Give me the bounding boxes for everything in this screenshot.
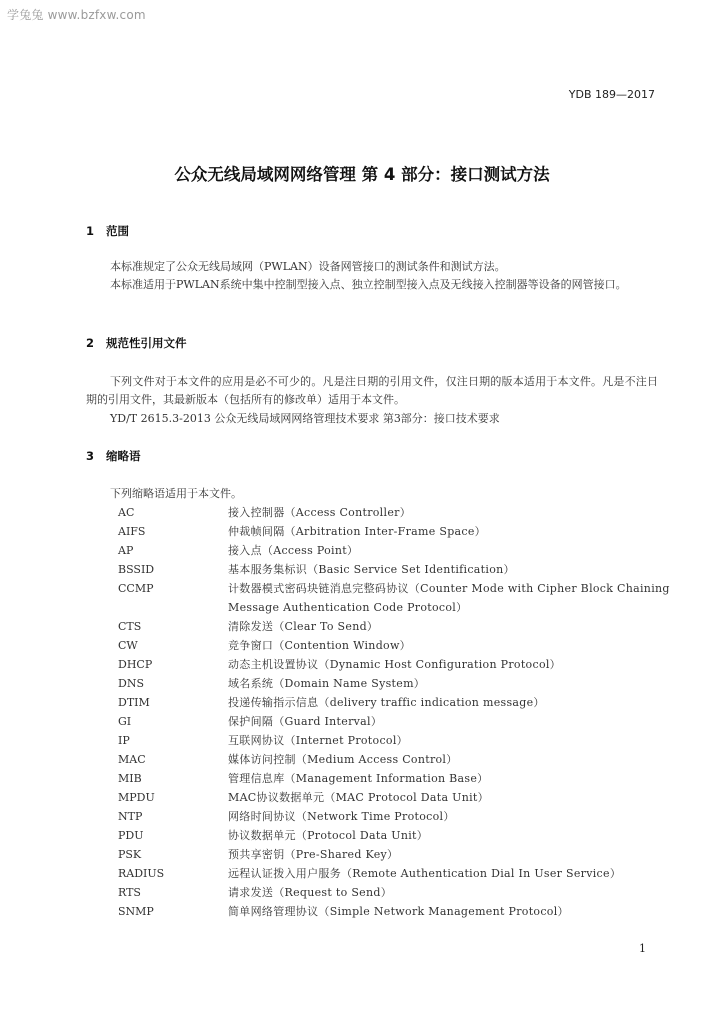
section-number: 1 <box>86 224 95 238</box>
abbreviation-row <box>118 560 678 579</box>
abbreviation-term: AIFS <box>118 525 146 538</box>
abbreviation-term: DHCP <box>118 658 153 671</box>
abbreviation-term: MAC <box>118 753 146 766</box>
standard-number: YDB 189—2017 <box>568 88 655 101</box>
abbreviation-definition: 仲裁帧间隔（Arbitration Inter-Frame Space） <box>228 525 486 538</box>
abbreviation-term: CTS <box>118 620 142 633</box>
abbreviation-row <box>118 750 678 769</box>
abbreviation-row <box>118 788 678 807</box>
abbreviation-row <box>118 693 678 712</box>
section-number: 2 <box>86 336 95 350</box>
abbreviation-row <box>118 636 678 655</box>
abbreviation-row <box>118 845 678 864</box>
abbreviation-definition: 网络时间协议（Network Time Protocol） <box>228 810 455 823</box>
abbreviation-term: RADIUS <box>118 867 165 880</box>
abbreviation-definition: 接入点（Access Point） <box>228 544 359 557</box>
abbreviation-definition: 域名系统（Domain Name System） <box>228 677 426 690</box>
abbreviation-term: DTIM <box>118 696 150 709</box>
abbreviation-row <box>118 541 678 560</box>
abbreviation-row <box>118 712 678 731</box>
abbreviation-term: AC <box>118 506 135 519</box>
abbreviation-row <box>118 503 678 522</box>
abbreviation-term: PDU <box>118 829 144 842</box>
abbreviation-term: GI <box>118 715 132 728</box>
scope-paragraph-2: 本标准适用于PWLAN系统中集中控制型接入点、独立控制型接入点及无线接入控制器等设备的网管接口。 <box>110 278 627 291</box>
abbreviation-definition: 投递传输指示信息（delivery traffic indication message） <box>228 696 545 709</box>
abbreviation-term: IP <box>118 734 130 747</box>
abbreviation-definition: MAC协议数据单元（MAC Protocol Data Unit） <box>228 791 489 804</box>
abbreviation-row <box>118 864 678 883</box>
abbreviation-definition: 保护间隔（Guard Interval） <box>228 715 383 728</box>
abbreviation-term: SNMP <box>118 905 154 918</box>
abbreviation-row <box>118 807 678 826</box>
section-heading-abbreviations <box>86 448 141 464</box>
abbreviation-term: RTS <box>118 886 141 899</box>
abbreviation-definition: 接入控制器（Access Controller） <box>228 506 411 519</box>
abbreviation-term: AP <box>118 544 134 557</box>
abbreviation-row <box>118 617 678 636</box>
abbreviation-definition: 媒体访问控制（Medium Access Control） <box>228 753 458 766</box>
abbreviation-definition: 计数器模式密码块链消息完整码协议（Counter Mode with Cipher Block Chaining Message Authentication Code Protocol） <box>228 582 670 614</box>
page-number: 1 <box>639 942 646 955</box>
references-paragraph: 下列文件对于本文件的应用是必不可少的。凡是注日期的引用文件，仅注日期的版本适用于本文件。凡是不注日期的引用文件，其最新版本（包括所有的修改单）适用于本文件。 <box>86 375 658 406</box>
abbreviation-row <box>118 655 678 674</box>
abbreviation-row <box>118 674 678 693</box>
abbreviation-term: NTP <box>118 810 143 823</box>
abbreviation-row <box>118 826 678 845</box>
section-number: 3 <box>86 449 95 463</box>
abbreviation-definition: 竞争窗口（Contention Window） <box>228 639 411 652</box>
abbreviation-row <box>118 731 678 750</box>
abbreviation-definition: 协议数据单元（Protocol Data Unit） <box>228 829 429 842</box>
scope-paragraph-1: 本标准规定了公众无线局域网（PWLAN）设备网管接口的测试条件和测试方法。 <box>110 260 506 273</box>
section-title: 范围 <box>106 224 129 238</box>
abbreviation-definition: 管理信息库（Management Information Base） <box>228 772 489 785</box>
abbreviation-definition: 请求发送（Request to Send） <box>228 886 392 899</box>
abbreviation-definition: 清除发送（Clear To Send） <box>228 620 379 633</box>
reference-document: YD/T 2615.3-2013 公众无线局域网网络管理技术要求 第3部分：接口技术要求 <box>110 412 500 425</box>
abbreviation-list <box>118 503 678 921</box>
abbreviation-term: MPDU <box>118 791 155 804</box>
abbreviation-term: BSSID <box>118 563 155 576</box>
abbreviation-term: PSK <box>118 848 142 861</box>
section-title: 规范性引用文件 <box>106 336 187 350</box>
abbreviations-intro: 下列缩略语适用于本文件。 <box>110 487 242 500</box>
watermark: 学兔兔 www.bzfxw.com <box>7 8 146 22</box>
abbreviation-term: MIB <box>118 772 142 785</box>
document-title: 公众无线局域网网络管理 第 4 部分：接口测试方法 <box>174 165 550 184</box>
section-heading-scope <box>86 223 129 239</box>
abbreviation-row <box>118 579 678 617</box>
abbreviation-definition: 预共享密钥（Pre-Shared Key） <box>228 848 399 861</box>
abbreviation-definition: 简单网络管理协议（Simple Network Management Protocol） <box>228 905 569 918</box>
abbreviation-row <box>118 769 678 788</box>
abbreviation-term: CW <box>118 639 138 652</box>
abbreviation-definition: 互联网协议（Internet Protocol） <box>228 734 408 747</box>
abbreviation-definition: 动态主机设置协议（Dynamic Host Configuration Protocol） <box>228 658 561 671</box>
abbreviation-definition: 远程认证拨入用户服务（Remote Authentication Dial In User Service） <box>228 867 622 880</box>
abbreviation-row <box>118 902 678 921</box>
abbreviation-row <box>118 883 678 902</box>
abbreviation-term: DNS <box>118 677 144 690</box>
abbreviation-term: CCMP <box>118 582 154 595</box>
section-title: 缩略语 <box>106 449 141 463</box>
section-heading-references <box>86 335 187 351</box>
abbreviation-definition: 基本服务集标识（Basic Service Set Identification） <box>228 563 515 576</box>
abbreviation-row <box>118 522 678 541</box>
